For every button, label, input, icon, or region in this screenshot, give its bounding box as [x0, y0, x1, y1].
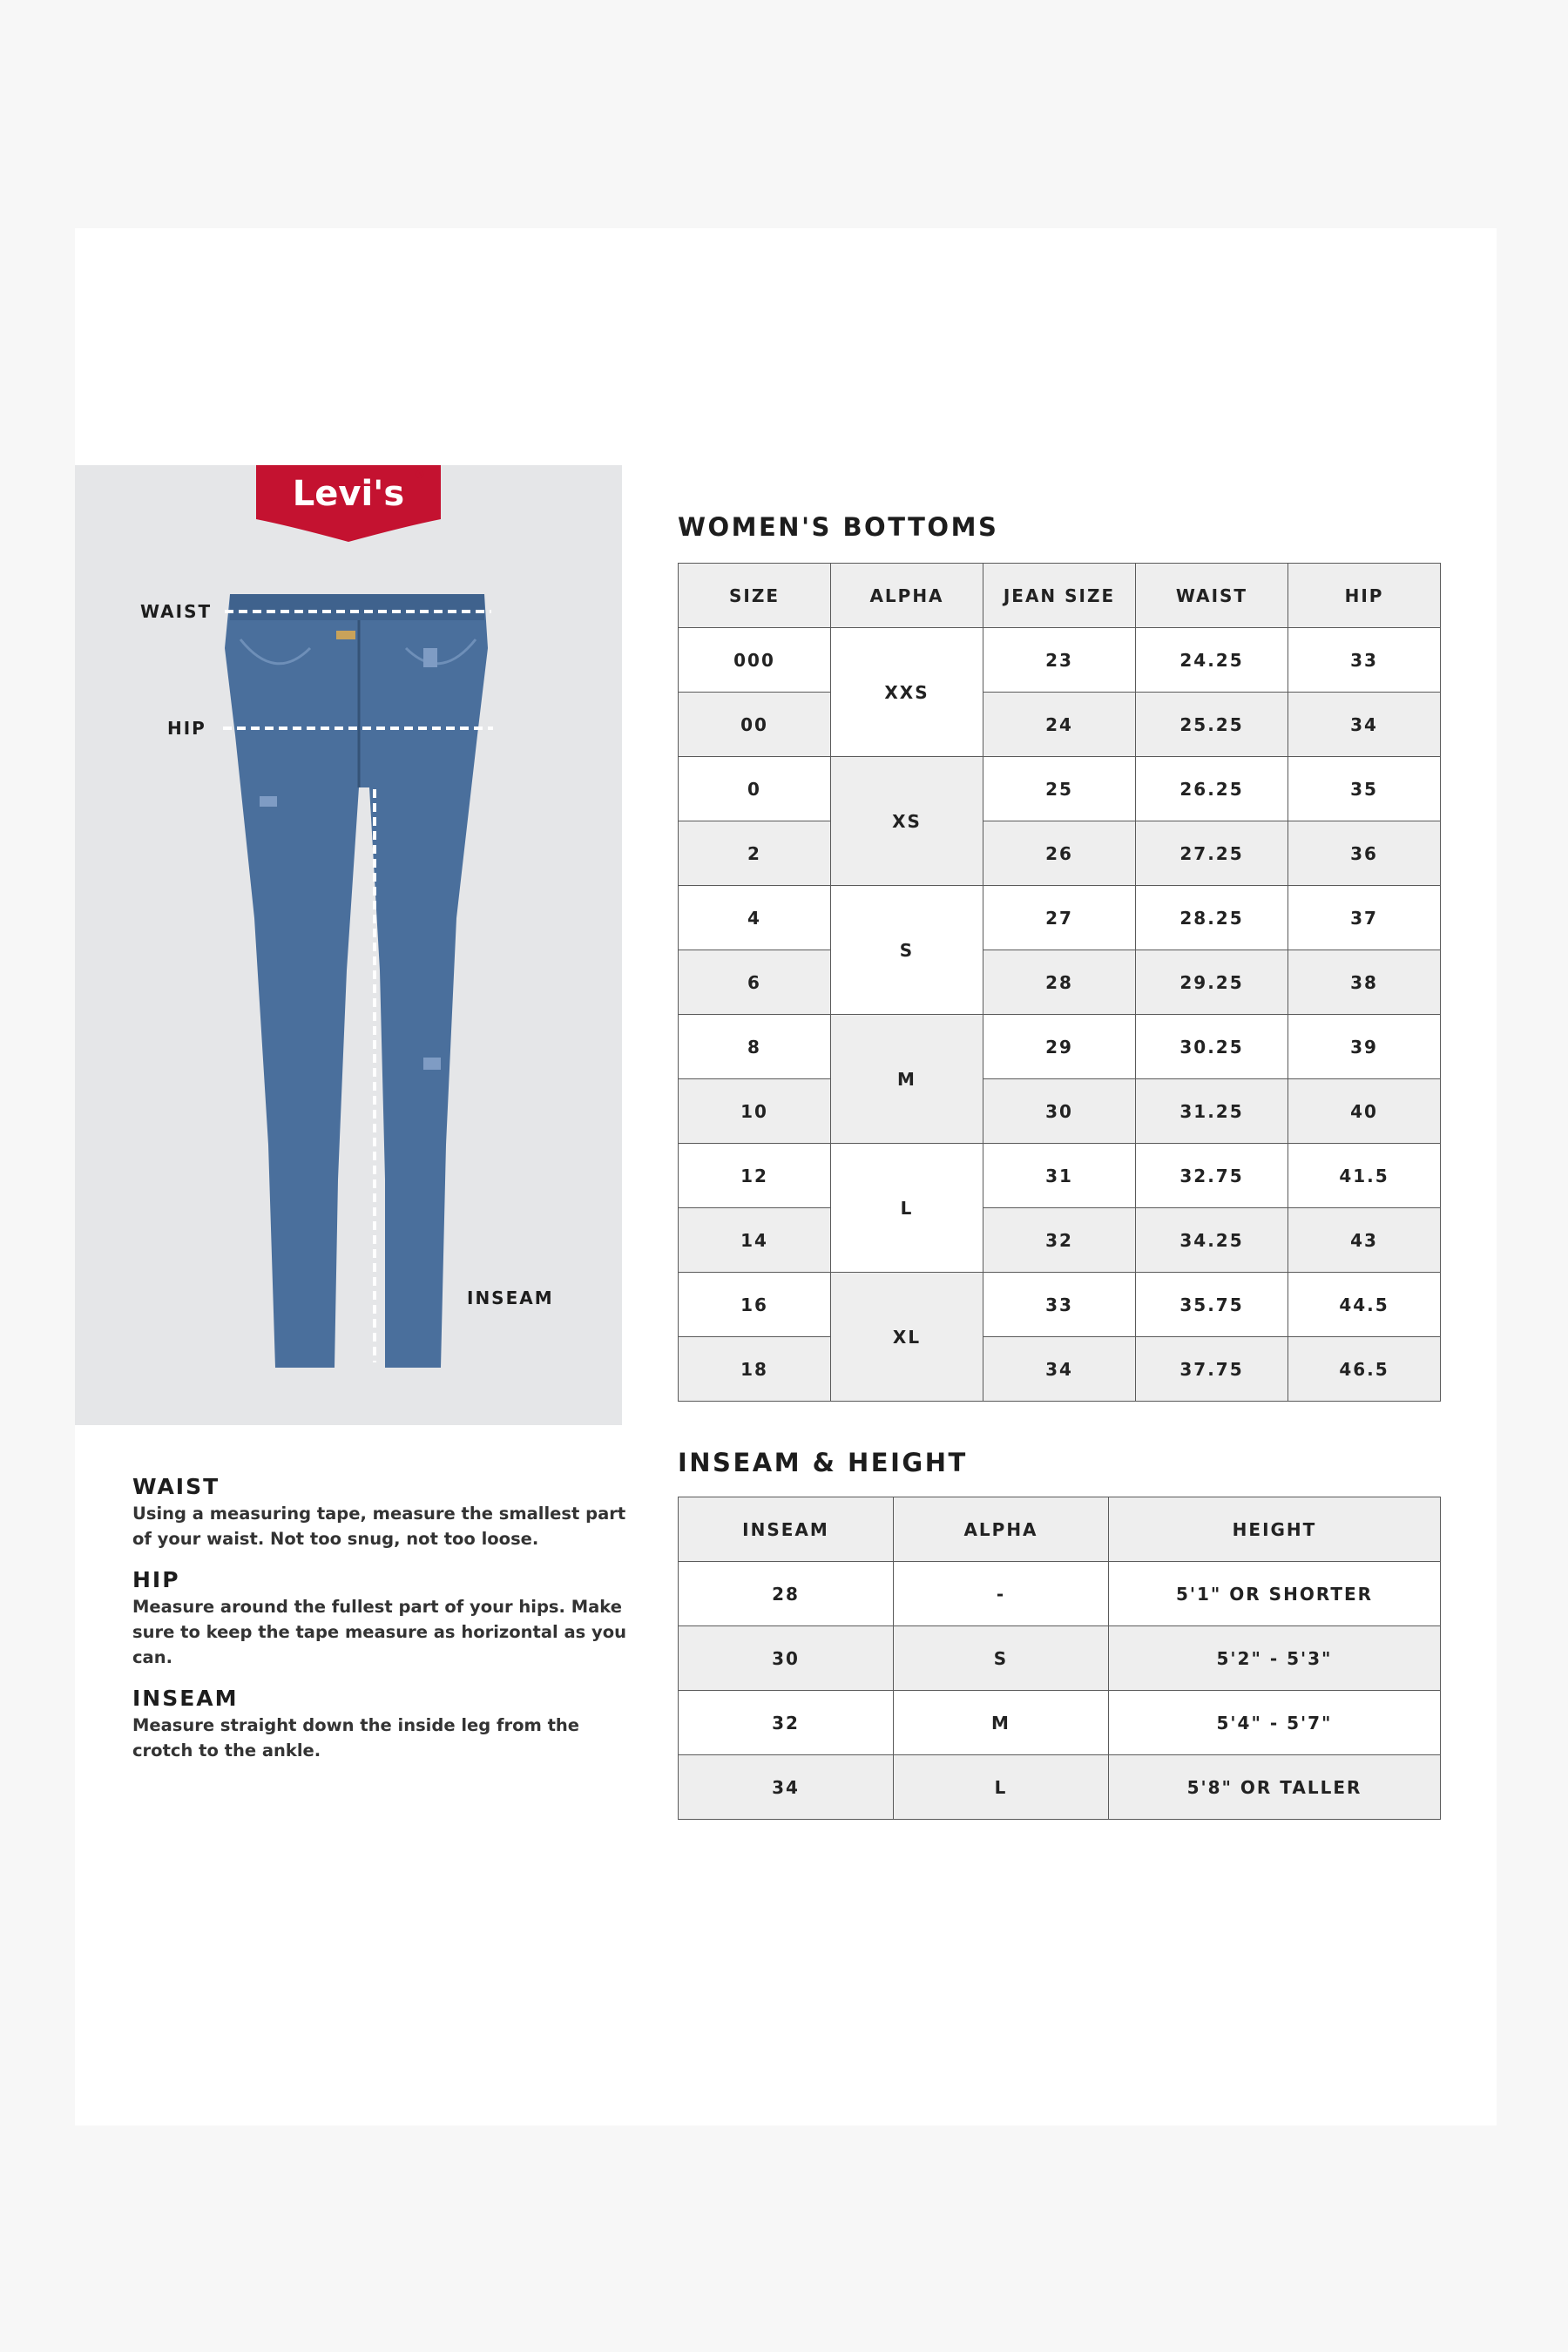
table-row — [679, 821, 1441, 886]
measuring-instructions — [132, 1474, 638, 1779]
womens-bottoms-title: WOMEN'S BOTTOMS — [678, 512, 999, 542]
cell-size: 2 — [679, 821, 831, 886]
cell-hip: 37 — [1288, 886, 1441, 950]
cell-jean-size: 27 — [983, 886, 1136, 950]
header-inseam: INSEAM — [679, 1497, 894, 1562]
instruction-title: INSEAM — [132, 1686, 239, 1711]
cell-alpha: M — [831, 1015, 983, 1144]
cell-jean-size: 33 — [983, 1273, 1136, 1337]
cell-alpha: XXS — [831, 628, 983, 757]
instruction-waist — [132, 1474, 638, 1551]
cell-inseam: 34 — [679, 1755, 894, 1820]
cell-inseam: 32 — [679, 1691, 894, 1755]
instruction-title: HIP — [132, 1567, 180, 1592]
cell-jean-size: 24 — [983, 693, 1136, 757]
cell-height: 5'8" OR TALLER — [1109, 1755, 1441, 1820]
cell-waist: 26.25 — [1136, 757, 1288, 821]
cell-alpha: S — [831, 886, 983, 1015]
header-height: HEIGHT — [1109, 1497, 1441, 1562]
table-header-row — [679, 564, 1441, 628]
cell-size: 18 — [679, 1337, 831, 1402]
cell-jean-size: 23 — [983, 628, 1136, 693]
cell-waist: 32.75 — [1136, 1144, 1288, 1208]
inseam-height-title: INSEAM & HEIGHT — [678, 1448, 968, 1477]
cell-jean-size: 25 — [983, 757, 1136, 821]
table-row — [679, 886, 1441, 950]
jeans-figure — [225, 594, 488, 1368]
instruction-title: WAIST — [132, 1474, 220, 1499]
cell-size: 12 — [679, 1144, 831, 1208]
cell-inseam: 30 — [679, 1626, 894, 1691]
table-row — [679, 757, 1441, 821]
instruction-inseam — [132, 1686, 638, 1763]
cell-alpha: - — [894, 1562, 1109, 1626]
cell-jean-size: 26 — [983, 821, 1136, 886]
womens-bottoms-table — [678, 563, 1441, 1402]
cell-waist: 37.75 — [1136, 1337, 1288, 1402]
cell-size: 16 — [679, 1273, 831, 1337]
cell-hip: 34 — [1288, 693, 1441, 757]
womens-bottoms-body — [679, 628, 1441, 1402]
table-row — [679, 1755, 1441, 1820]
cell-size: 6 — [679, 950, 831, 1015]
cell-hip: 39 — [1288, 1015, 1441, 1079]
cell-waist: 27.25 — [1136, 821, 1288, 886]
cell-inseam: 28 — [679, 1562, 894, 1626]
cell-size: 10 — [679, 1079, 831, 1144]
cell-waist: 35.75 — [1136, 1273, 1288, 1337]
cell-jean-size: 32 — [983, 1208, 1136, 1273]
table-row — [679, 1144, 1441, 1208]
table-row — [679, 1337, 1441, 1402]
cell-hip: 38 — [1288, 950, 1441, 1015]
cell-height: 5'4" - 5'7" — [1109, 1691, 1441, 1755]
registered-mark: ® — [414, 469, 426, 482]
cell-size: 00 — [679, 693, 831, 757]
header-waist: WAIST — [1136, 564, 1288, 628]
table-row — [679, 1562, 1441, 1626]
cell-waist: 29.25 — [1136, 950, 1288, 1015]
cell-alpha: L — [894, 1755, 1109, 1820]
cell-size: 0 — [679, 757, 831, 821]
header-alpha: ALPHA — [831, 564, 983, 628]
cell-size: 4 — [679, 886, 831, 950]
instruction-text: Measure around the fullest part of your hips. Make sure to keep the tape measure as horizontal as you can. — [132, 1597, 627, 1667]
cell-hip: 33 — [1288, 628, 1441, 693]
cell-hip: 46.5 — [1288, 1337, 1441, 1402]
cell-hip: 43 — [1288, 1208, 1441, 1273]
cell-alpha: S — [894, 1626, 1109, 1691]
jeans-diagram-panel — [75, 465, 622, 1425]
cell-hip: 41.5 — [1288, 1144, 1441, 1208]
cell-alpha: XL — [831, 1273, 983, 1402]
logo-text: Levi's — [292, 474, 405, 514]
cell-waist: 25.25 — [1136, 693, 1288, 757]
cell-hip: 44.5 — [1288, 1273, 1441, 1337]
header-hip: HIP — [1288, 564, 1441, 628]
instruction-text: Measure straight down the inside leg from the crotch to the ankle. — [132, 1715, 580, 1761]
inseam-height-table — [678, 1497, 1441, 1820]
table-row — [679, 1273, 1441, 1337]
table-header-row — [679, 1497, 1441, 1562]
table-row — [679, 1626, 1441, 1691]
instruction-hip — [132, 1567, 638, 1670]
cell-jean-size: 34 — [983, 1337, 1136, 1402]
instruction-text: Using a measuring tape, measure the smallest part of your waist. Not too snug, not too loose. — [132, 1504, 626, 1549]
cell-alpha: M — [894, 1691, 1109, 1755]
table-row — [679, 950, 1441, 1015]
header-size: SIZE — [679, 564, 831, 628]
waist-label: WAIST — [140, 601, 213, 622]
size-chart-card — [75, 228, 1497, 2126]
cell-waist: 34.25 — [1136, 1208, 1288, 1273]
cell-jean-size: 31 — [983, 1144, 1136, 1208]
table-row — [679, 1079, 1441, 1144]
cell-size: 8 — [679, 1015, 831, 1079]
cell-height: 5'1" OR SHORTER — [1109, 1562, 1441, 1626]
cell-alpha: XS — [831, 757, 983, 886]
table-row — [679, 1015, 1441, 1079]
table-row — [679, 693, 1441, 757]
table-row — [679, 1208, 1441, 1273]
table-row — [679, 628, 1441, 693]
cell-waist: 30.25 — [1136, 1015, 1288, 1079]
cell-size: 14 — [679, 1208, 831, 1273]
inseam-label: INSEAM — [467, 1288, 554, 1308]
cell-size: 000 — [679, 628, 831, 693]
levis-logo — [256, 465, 441, 542]
inseam-height-body — [679, 1562, 1441, 1820]
cell-hip: 40 — [1288, 1079, 1441, 1144]
cell-alpha: L — [831, 1144, 983, 1273]
cell-waist: 24.25 — [1136, 628, 1288, 693]
cell-hip: 35 — [1288, 757, 1441, 821]
cell-waist: 28.25 — [1136, 886, 1288, 950]
cell-jean-size: 28 — [983, 950, 1136, 1015]
table-row — [679, 1691, 1441, 1755]
cell-jean-size: 30 — [983, 1079, 1136, 1144]
cell-height: 5'2" - 5'3" — [1109, 1626, 1441, 1691]
header-jean-size: JEAN SIZE — [983, 564, 1136, 628]
hip-label: HIP — [167, 718, 206, 739]
cell-hip: 36 — [1288, 821, 1441, 886]
cell-waist: 31.25 — [1136, 1079, 1288, 1144]
header-alpha: ALPHA — [894, 1497, 1109, 1562]
cell-jean-size: 29 — [983, 1015, 1136, 1079]
